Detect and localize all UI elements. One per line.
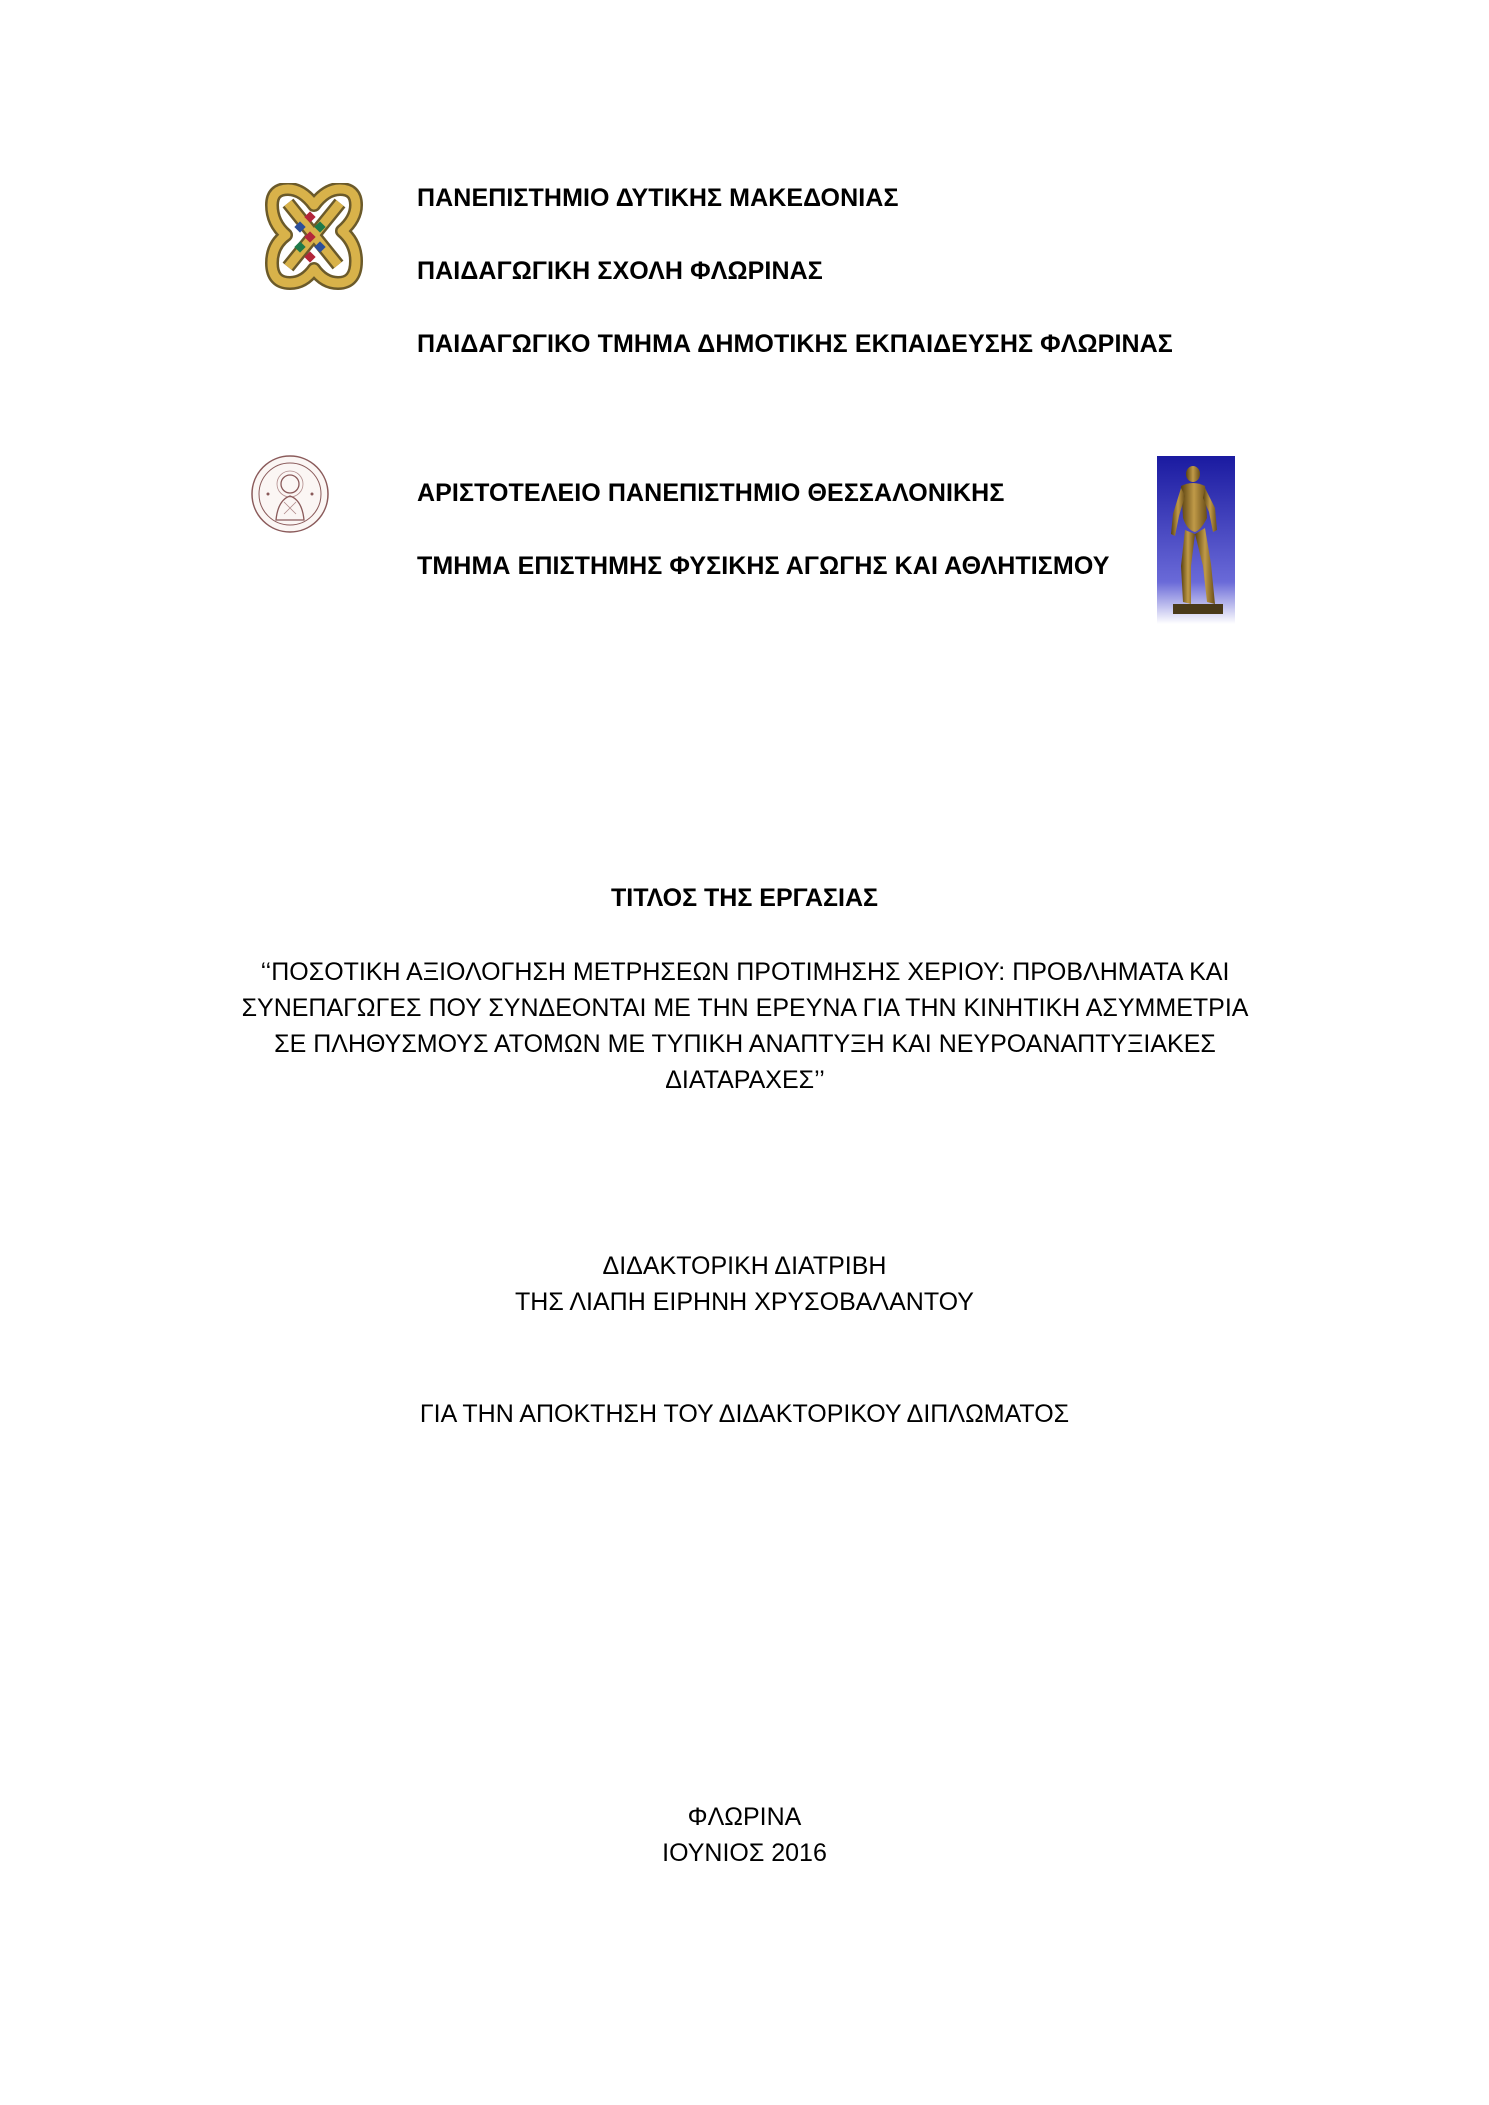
thesis-author: ΤΗΣ ΛΙΑΠΗ ΕΙΡΗΝΗ ΧΡΥΣΟΒΑΛΑΝΤΟΥ — [515, 1288, 974, 1316]
auth-seal-logo — [250, 454, 330, 534]
thesis-type: ΔΙΔΑΚΤΟΡΙΚΗ ΔΙΑΤΡΙΒΗ — [602, 1252, 887, 1280]
thesis-heading: ΤΙΤΛΟΣ ΤΗΣ ΕΡΓΑΣΙΑΣ — [610, 884, 879, 912]
thesis-title — [230, 954, 1260, 1098]
thesis-title-line: ΣΥΝΕΠΑΓΩΓΕΣ ΠΟΥ ΣΥΝΔΕΟΝΤΑΙ ΜΕ ΤΗΝ ΕΡΕΥΝΑ ΓΙΑ ΤΗΝ ΚΙΝΗΤΙΚΗ ΑΣΥΜΜΕΤΡΙΑ — [241, 994, 1249, 1022]
university-name-uowm: ΠΑΝΕΠΙΣΤΗΜΙΟ ΔΥΤΙΚΗΣ ΜΑΚΕΔΟΝΙΑΣ — [417, 184, 899, 212]
bronze-statue-logo — [1157, 456, 1235, 624]
date: ΙΟΥΝΙΟΣ 2016 — [662, 1839, 827, 1867]
school-name: ΠΑΙΔΑΓΩΓΙΚΗ ΣΧΟΛΗ ΦΛΩΡΙΝΑΣ — [417, 257, 823, 285]
thesis-title-line: ‘‘ΠΟΣΟΤΙΚΗ ΑΞΙΟΛΟΓΗΣΗ ΜΕΤΡΗΣΕΩΝ ΠΡΟΤΙΜΗΣΗΣ ΧΕΡΙΟΥ: ΠΡΟΒΛΗΜΑΤΑ ΚΑΙ — [260, 958, 1230, 986]
place: ΦΛΩΡΙΝΑ — [687, 1803, 802, 1831]
thesis-purpose: ΓΙΑ ΤΗΝ ΑΠΟΚΤΗΣΗ ΤΟΥ ΔΙΔΑΚΤΟΡΙΚΟΥ ΔΙΠΛΩΜΑΤΟΣ — [419, 1400, 1070, 1428]
thesis-title-line: ΔΙΑΤΑΡΑΧΕΣ’’ — [665, 1066, 825, 1094]
thesis-title-line: ΣΕ ΠΛΗΘΥΣΜΟΥΣ ΑΤΟΜΩΝ ΜΕ ΤΥΠΙΚΗ ΑΝΑΠΤΥΞΗ ΚΑΙ ΝΕΥΡΟΑΝΑΠΤΥΞΙΑΚΕΣ — [274, 1030, 1216, 1058]
uowm-knot-logo — [258, 183, 370, 291]
department-name-primary: ΠΑΙΔΑΓΩΓΙΚΟ ΤΜΗΜΑ ΔΗΜΟΤΙΚΗΣ ΕΚΠΑΙΔΕΥΣΗΣ ΦΛΩΡΙΝΑΣ — [417, 330, 1173, 358]
department-name-physical-education: ΤΜΗΜΑ ΕΠΙΣΤΗΜΗΣ ΦΥΣΙΚΗΣ ΑΓΩΓΗΣ ΚΑΙ ΑΘΛΗΤΙΣΜΟΥ — [417, 552, 1110, 580]
university-name-auth: ΑΡΙΣΤΟΤΕΛΕΙΟ ΠΑΝΕΠΙΣΤΗΜΙΟ ΘΕΣΣΑΛΟΝΙΚΗΣ — [417, 479, 1005, 507]
